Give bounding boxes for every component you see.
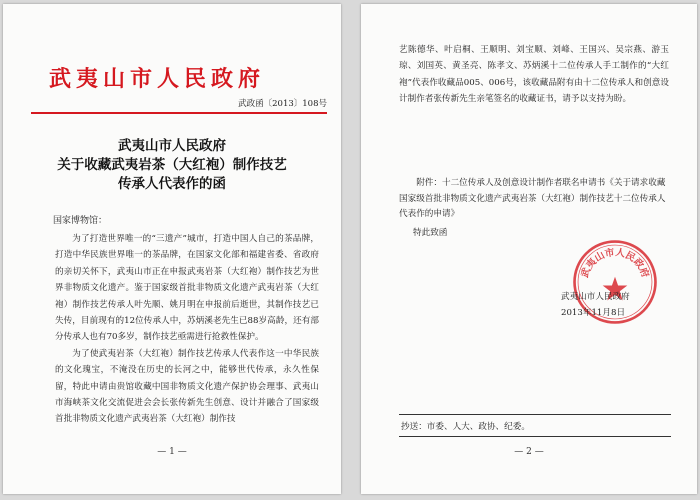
document-title <box>3 137 341 194</box>
title-line-3: 传承人代表作的函 <box>118 176 226 192</box>
page-number: — 1 — <box>157 447 187 457</box>
document-page-1 <box>3 4 341 494</box>
agency-title: 武夷山市人民政府 <box>49 67 266 92</box>
body-text-page-2 <box>399 42 669 108</box>
paragraph-1: 为了打造世界唯一的“三遗产”城市，打造中国人自己的茶品牌，打造中华民族世界唯一的茶品牌，在国家文化部和福建省委、省政府的亲切关怀下，武夷山市正在申报武夷岩茶（大红袍）制作技艺为世界非物质文化遗产。鉴于国家级首批非物质文化遗产武夷岩茶（大红袍）制作技艺传承人叶先顺、姚月明在申报前后逝世，其制作技艺已失传，目前现有的12位传承人中，苏炳溪老先生已88岁高龄，还有部分传承人也有70多岁，制作技艺亟需进行抢救性保护。 <box>55 234 319 343</box>
paragraph-continued: 艺陈德华、叶启桐、王顺明、刘宝顺、刘峰、王国兴、吴宗燕、游玉琼、刘国英、黄圣亮、陈孝文、苏炳溪十二位传承人手工制作的“大红袍”代表作收藏品005、006号，该收藏品附有由十二位传承人和创意设计制作者张传新先生亲笔签名的收藏证书，请予以支持为盼。 <box>399 45 669 105</box>
cc-bottom-rule <box>399 436 671 437</box>
attachment-label: 附件： <box>416 178 442 188</box>
title-line-2: 关于收藏武夷岩茶（大红袍）制作技艺 <box>57 157 287 173</box>
page-number: — 2 — <box>514 447 544 457</box>
cc-line: 抄送：市委、人大、政协、纪委。 <box>401 422 530 432</box>
closing: 特此致函 <box>413 228 448 238</box>
seal-text: 武夷山市人民政府 <box>579 247 651 280</box>
signature-date: 2013年11月8日 <box>561 308 626 318</box>
salutation: 国家博物馆： <box>53 216 108 226</box>
signature-organization: 武夷山市人民政府 <box>561 292 630 302</box>
attachment-text: 十二位传承人及创意设计制作者联名申请书《关于请求收藏国家级首批非物质文化遗产武夷岩茶（大红袍）制作技艺十二位传承人代表作的申请》 <box>399 178 666 219</box>
document-number: 武政函〔2013〕108号 <box>238 99 327 109</box>
signature-block <box>561 289 671 321</box>
attachment <box>399 176 669 223</box>
paragraph-2: 为了使武夷岩茶（大红袍）制作技艺传承人代表作这一中华民族的文化瑰宝，不淹没在历史的长河之中，能够世代传承，永久性保留，特此申请由贵馆收藏中国非物质文化遗产保护协会理事、武夷山市海峡茶文化交流促进会会长张传新先生创意、设计并融合了国家级首批非物质文化遗产武夷岩茶（大红袍）制作技 <box>55 348 319 425</box>
cc-top-rule <box>399 414 671 415</box>
title-line-1: 武夷山市人民政府 <box>118 138 226 154</box>
body-text-page-1 <box>55 231 319 428</box>
document-page-2 <box>361 4 697 494</box>
red-header-rule <box>31 112 327 114</box>
